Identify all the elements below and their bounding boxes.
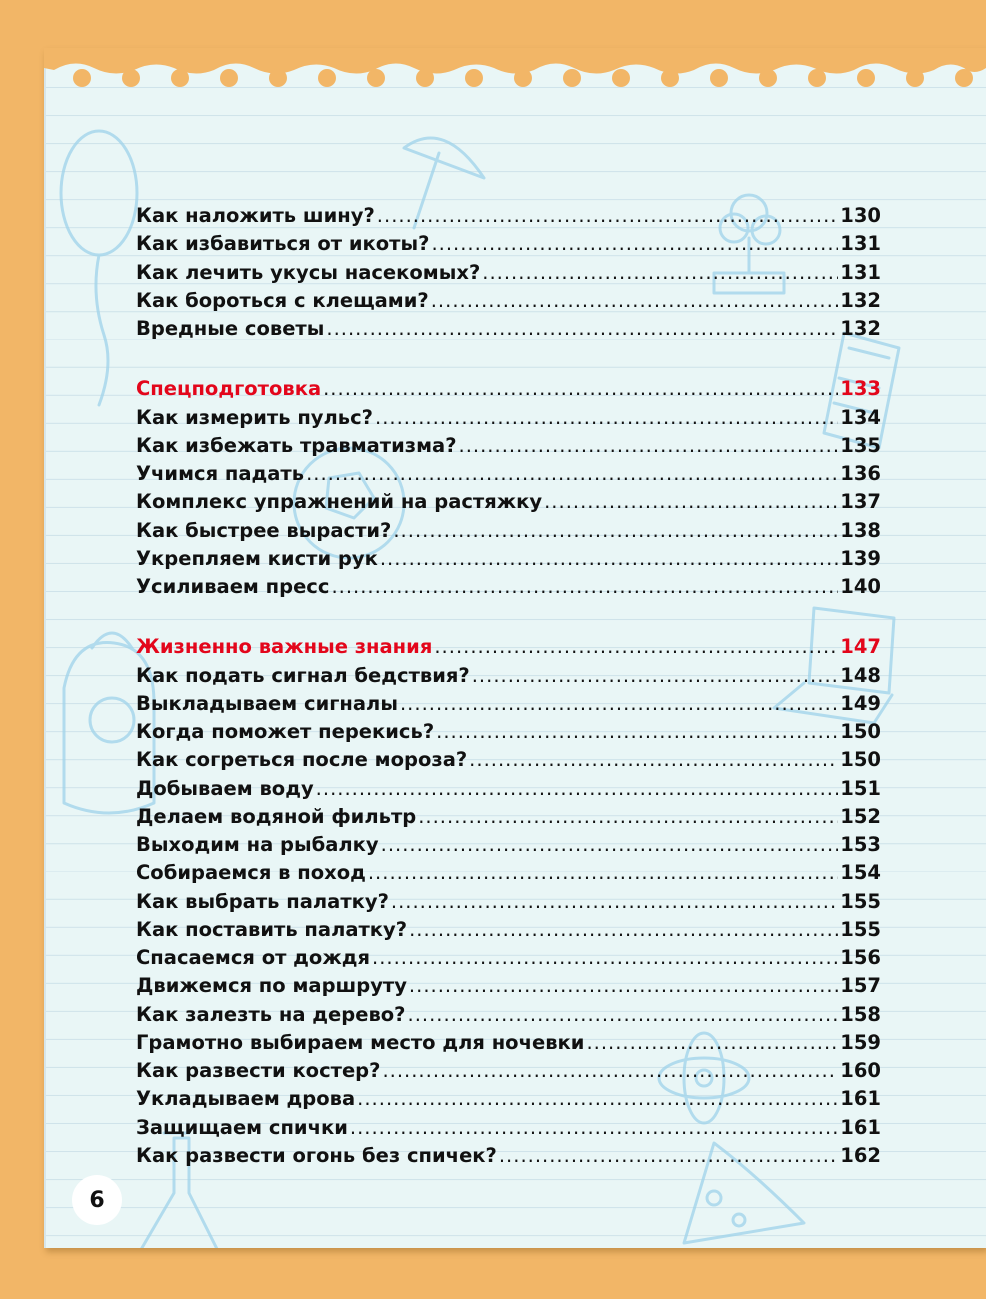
toc-entry[interactable] xyxy=(136,1085,881,1113)
entry-page-number: 132 xyxy=(840,317,881,340)
section-spacer xyxy=(136,343,881,375)
entry-title: Как выбрать палатку? xyxy=(136,889,389,913)
toc-entry[interactable] xyxy=(136,1114,881,1142)
entry-title: Спасаемся от дождя xyxy=(136,946,370,969)
toc-entry[interactable] xyxy=(136,517,881,545)
entry-title: Вредные советы xyxy=(136,317,325,340)
toc-entry[interactable] xyxy=(136,1001,881,1029)
dot-leader xyxy=(326,315,838,343)
dot-leader xyxy=(459,432,839,460)
entry-page-number: 158 xyxy=(840,1002,881,1026)
entry-title: Собираемся в поход xyxy=(136,861,366,885)
notebook-page xyxy=(44,48,986,1248)
toc-entry[interactable] xyxy=(136,259,881,287)
entry-page-number: 162 xyxy=(840,1143,881,1167)
table-of-contents xyxy=(136,202,881,1170)
entry-title: Как лечить укусы насекомых? xyxy=(136,260,481,284)
dot-leader xyxy=(350,1114,838,1142)
entry-title: Комплекс упражнений на растяжку xyxy=(136,490,543,514)
toc-entry[interactable] xyxy=(136,803,881,831)
toc-entry[interactable] xyxy=(136,888,881,916)
toc-entry[interactable] xyxy=(136,230,881,258)
toc-entry[interactable] xyxy=(136,662,881,690)
entry-title: Усиливаем пресс xyxy=(136,575,330,598)
page-number: 6 xyxy=(72,1175,122,1225)
toc-entry[interactable] xyxy=(136,775,881,803)
entry-page-number: 161 xyxy=(840,1115,881,1139)
entry-page-number: 153 xyxy=(840,833,881,856)
dot-leader xyxy=(368,859,838,887)
dot-leader xyxy=(409,916,838,944)
entry-title: Как согреться после мороза? xyxy=(136,748,468,772)
entry-page-number: 161 xyxy=(840,1087,881,1111)
dot-leader xyxy=(418,803,838,831)
entry-title: Выкладываем сигналы xyxy=(136,691,398,715)
entry-page-number: 136 xyxy=(840,462,881,485)
section-page-number: 147 xyxy=(840,635,881,659)
entry-title: Как быстрее вырасти? xyxy=(136,518,392,542)
entry-page-number: 155 xyxy=(840,917,881,941)
toc-entry[interactable] xyxy=(136,916,881,944)
entry-title: Как избежать травматизма? xyxy=(136,433,457,457)
dot-leader xyxy=(323,375,838,403)
entry-title: Делаем водяной фильтр xyxy=(136,804,417,828)
entry-title: Как бороться с клещами? xyxy=(136,288,429,312)
entry-title: Защищаем спички xyxy=(136,1115,348,1139)
dot-leader xyxy=(408,1001,839,1029)
entry-title: Добываем воду xyxy=(136,776,314,800)
toc-entry[interactable] xyxy=(136,690,881,718)
dot-leader xyxy=(409,972,838,1000)
section-spacer xyxy=(136,601,881,633)
dot-leader xyxy=(482,259,838,287)
toc-entry[interactable] xyxy=(136,573,881,601)
dot-leader xyxy=(472,662,839,690)
dot-leader xyxy=(393,517,838,545)
entry-page-number: 138 xyxy=(840,518,881,542)
dot-leader xyxy=(375,404,838,432)
dot-leader xyxy=(436,718,838,746)
dot-leader xyxy=(431,287,839,315)
dot-leader xyxy=(377,202,838,230)
section-page-number: 133 xyxy=(840,377,881,401)
entry-page-number: 154 xyxy=(840,861,881,885)
entry-page-number: 155 xyxy=(840,889,881,913)
toc-entry[interactable] xyxy=(136,432,881,460)
entry-title: Как развести огонь без спичек? xyxy=(136,1143,497,1167)
dot-leader xyxy=(469,746,838,774)
entry-title: Как залезть на дерево? xyxy=(136,1002,406,1026)
toc-entry[interactable] xyxy=(136,1142,881,1170)
entry-title: Укладываем дрова xyxy=(136,1087,356,1111)
toc-entry[interactable] xyxy=(136,859,881,887)
entry-page-number: 140 xyxy=(840,575,881,598)
entry-page-number: 150 xyxy=(840,720,881,743)
entry-title: Как избавиться от икоты? xyxy=(136,232,430,256)
toc-entry[interactable] xyxy=(136,315,881,343)
entry-page-number: 159 xyxy=(840,1030,881,1054)
dot-leader xyxy=(544,488,838,516)
toc-entry[interactable] xyxy=(136,460,881,488)
entry-page-number: 157 xyxy=(840,974,881,998)
entry-page-number: 131 xyxy=(840,260,881,284)
dot-leader xyxy=(391,888,838,916)
dot-leader xyxy=(431,230,838,258)
dot-leader xyxy=(380,545,838,573)
toc-section-heading[interactable] xyxy=(136,633,881,661)
entry-page-number: 149 xyxy=(840,691,881,715)
entry-title: Как наложить шину? xyxy=(136,204,375,227)
entry-page-number: 151 xyxy=(840,776,881,800)
entry-title: Когда поможет перекись? xyxy=(136,720,435,743)
dot-leader xyxy=(372,944,838,972)
section-title: Жизненно важные знания xyxy=(136,635,433,659)
toc-entry[interactable] xyxy=(136,202,881,230)
entry-page-number: 137 xyxy=(840,490,881,514)
toc-entry[interactable] xyxy=(136,718,881,746)
toc-section-heading[interactable] xyxy=(136,375,881,403)
balloon-doodle-icon xyxy=(61,131,137,405)
entry-page-number: 139 xyxy=(840,546,881,570)
entry-page-number: 148 xyxy=(840,663,881,687)
entry-page-number: 156 xyxy=(840,946,881,969)
toc-entry[interactable] xyxy=(136,404,881,432)
entry-title: Как измерить пульс? xyxy=(136,405,373,429)
entry-page-number: 150 xyxy=(840,748,881,772)
entry-page-number: 134 xyxy=(840,405,881,429)
entry-title: Укрепляем кисти рук xyxy=(136,546,378,570)
entry-title: Как подать сигнал бедствия? xyxy=(136,663,470,687)
toc-entry[interactable] xyxy=(136,972,881,1000)
toc-entry[interactable] xyxy=(136,287,881,315)
toc-entry[interactable] xyxy=(136,488,881,516)
toc-entry[interactable] xyxy=(136,1057,881,1085)
entry-page-number: 152 xyxy=(840,804,881,828)
entry-page-number: 135 xyxy=(840,433,881,457)
toc-entry[interactable] xyxy=(136,831,881,859)
entry-page-number: 132 xyxy=(840,288,881,312)
entry-title: Учимся падать xyxy=(136,462,305,485)
entry-page-number: 130 xyxy=(840,204,881,227)
dot-leader xyxy=(316,775,839,803)
toc-entry[interactable] xyxy=(136,944,881,972)
entry-page-number: 160 xyxy=(840,1059,881,1082)
toc-entry[interactable] xyxy=(136,746,881,774)
toc-entry[interactable] xyxy=(136,1029,881,1057)
dot-leader xyxy=(306,460,838,488)
entry-title: Выходим на рыбалку xyxy=(136,833,379,856)
entry-title: Как развести костер? xyxy=(136,1059,381,1082)
dot-leader xyxy=(499,1142,838,1170)
dot-leader xyxy=(381,831,839,859)
toc-entry[interactable] xyxy=(136,545,881,573)
entry-page-number: 131 xyxy=(840,232,881,256)
dot-leader xyxy=(434,633,838,661)
entry-title: Грамотно выбираем место для ночевки xyxy=(136,1030,585,1054)
dot-leader xyxy=(400,690,838,718)
dot-leader xyxy=(357,1085,838,1113)
dot-leader xyxy=(382,1057,838,1085)
dot-leader xyxy=(586,1029,838,1057)
section-title: Спецподготовка xyxy=(136,377,322,401)
entry-title: Как поставить палатку? xyxy=(136,917,408,941)
entry-title: Движемся по маршруту xyxy=(136,974,407,998)
dot-leader xyxy=(331,573,838,601)
